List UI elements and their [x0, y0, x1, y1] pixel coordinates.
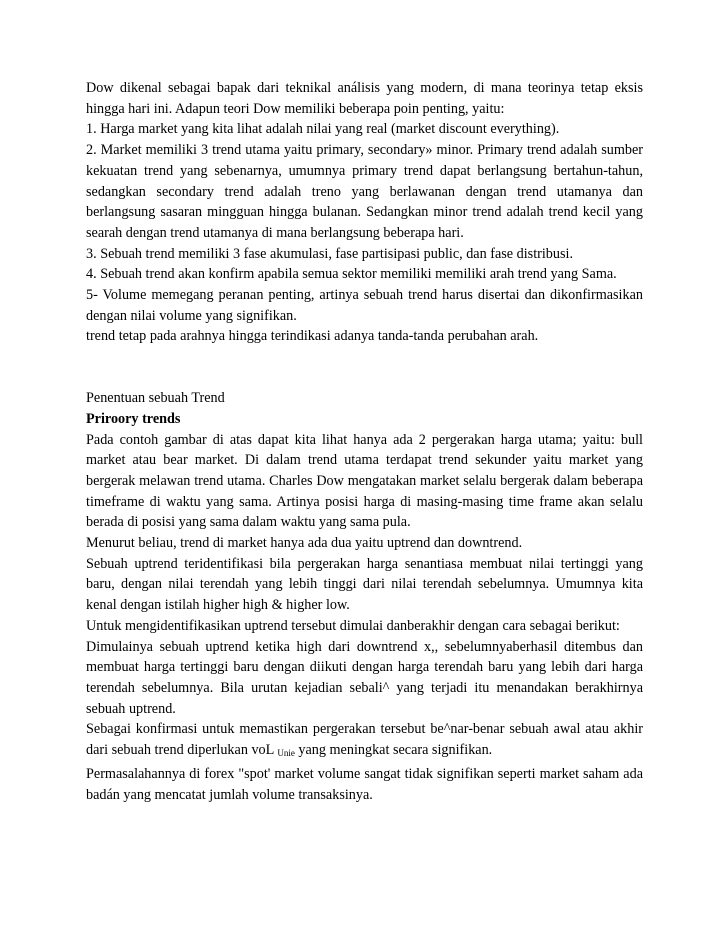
volume-subscript: Unie [277, 748, 295, 759]
paragraph-trend-direction: trend tetap pada arahnya hingga terindikasi adanya tanda-tanda perubahan arah. [86, 328, 539, 345]
list-item-1: 1. Harga market yang kita lihat adalah nilai yang real (market discount everything). [86, 121, 560, 138]
list-item-3: 3. Sebuah trend memiliki 3 fase akumulasi, fase partisipasi public, dan fase distribusi. [86, 245, 573, 262]
paragraph-forex-volume: Permasalahannya di forex "spot' market volume sangat tidak signifikan seperti market saham ada badán yang mencatat jumlah volume transaksinya. [86, 765, 643, 803]
confirmation-text-start: Sebagai konfirmasi untuk memastikan pergerakan tersebut be^nar-benar sebuah awal atau akhir dari sebuah trend diperlukan voL [86, 721, 643, 759]
paragraph-uptrend-definition: Sebuah uptrend teridentifikasi bila pergerakan harga senantiasa membuat nilai tertinggi yang baru, dengan nilai terendah yang lebih tinggi dari nilai terendah sebelumnya. Umumnya kita kenal dengan istilah higher high & higher low. [86, 555, 643, 614]
list-item-5: 5- Volume memegang peranan penting, artinya sebuah trend harus disertai dan dikonfirmasikan dengan nilai volume yang signifikan. [86, 287, 643, 324]
document-page [86, 78, 643, 805]
paragraph-confirmation [86, 719, 643, 763]
paragraph-uptrend-downtrend: Menurut beliau, trend di market hanya ada dua yaitu uptrend dan downtrend. [86, 535, 523, 552]
paragraph-primary-trends: Pada contoh gambar di atas dapat kita lihat hanya ada 2 pergerakan harga utama; yaitu: bull market atau bear market. Di dalam trend utama terdapat trend sekunder yaitu market yang bergerak melawan trend utama. Charles Dow mengatakan market selalu bergerak dalam beberapa timeframe di waktu yang sama. Artinya posisi harga di masing-masing time frame akan selalu berada di posisi yang sama dalam waktu yang sama pula. [86, 431, 643, 531]
paragraph-identify-uptrend: Untuk mengidentifikasikan uptrend tersebut dimulai danberakhir dengan cara sebagai berikut: [86, 617, 620, 634]
confirmation-text-end: yang meningkat secara signifikan. [298, 742, 493, 759]
section-gap [86, 347, 643, 388]
paragraph-dow-intro: Dow dikenal sebagai bapak dari teknikal análisis yang modern, di mana teorinya tetap eksis hingga hari ini. Adapun teori Dow memiliki beberapa poin penting, yaitu: [86, 80, 643, 117]
section-subheading: Priroory trends [86, 410, 181, 427]
paragraph-uptrend-start: Dimulainya sebuah uptrend ketika high dari downtrend x,, sebelumnyaberhasil ditembus dan membuat harga tertinggi baru dengan diikuti dengan harga terendah baru yang lebih dari harga terendah sebelumnya. Bila urutan kejadian sebali^ yang terjadi itu menandakan berakhirnya sebuah uptrend. [86, 638, 643, 717]
list-item-4: 4. Sebuah trend akan konfirm apabila semua sektor memiliki memiliki arah trend yang Sama. [86, 266, 617, 283]
list-item-2: 2. Market memiliki 3 trend utama yaitu primary, secondary» minor. Primary trend adalah sumber kekuatan trend yang sebenarnya, umumnya primary trend dapat berlangsung bertahun-tahun, sedangkan secondary trend adalah treno yang berlawanan dengan trend utamanya dan berlangsung sasaran mingguan hingga bulanan. Sedangkan minor trend adalah trend kecil yang searah dengan trend utamanya di mana berlangsung beberapa hari. [86, 142, 643, 241]
section-heading: Penentuan sebuah Trend [86, 390, 225, 407]
